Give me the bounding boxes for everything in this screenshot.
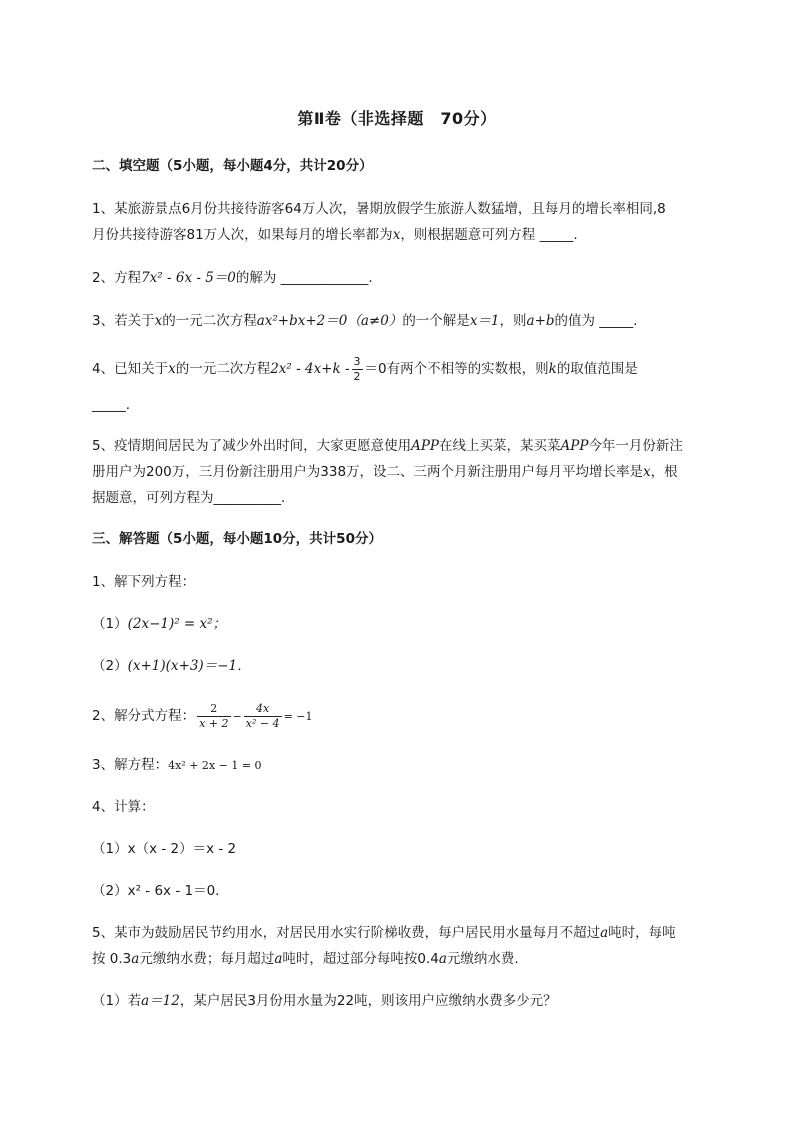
fraction-denominator: 2	[353, 369, 361, 383]
answer-q1-part1	[92, 614, 226, 634]
expression: a+b	[526, 313, 555, 329]
variable: a	[600, 925, 609, 941]
equation: 7x² - 6x - 5＝0	[141, 270, 236, 286]
text: 吨时，超过部分每吨按0.4	[282, 951, 439, 967]
fill-q1-line2	[92, 225, 578, 245]
fill-q1-line1: 1、某旅游景点6月份共接待游客64万人次，暑期放假学生旅游人数猛增，且每月的增长率相同,8	[92, 201, 666, 217]
text: ，某户居民3月份用水量为22吨，则该用户应缴纳水费多少元？	[179, 993, 557, 1009]
fill-q5-line2	[92, 462, 678, 482]
text: 月份共接待游客81万人次，如果每月的增长率都为	[92, 227, 393, 243]
text: 元缴纳水费.	[446, 951, 519, 967]
fraction-numerator: 3	[353, 354, 361, 368]
text: 元缴纳水费；每月超过	[139, 951, 275, 967]
condition: a＝12	[141, 993, 180, 1009]
variable: x	[154, 313, 163, 329]
text: 今年一月份新注	[588, 438, 683, 454]
answer-q5-line1	[92, 923, 676, 943]
text: 5、疫情期间居民为了减少外出时间，大家更愿意使用	[92, 438, 412, 454]
equation: (x+1)(x+3)＝−1．	[127, 658, 251, 674]
app-name: APP	[411, 438, 440, 454]
text: 册用户为200万，三月份新注册用户为338万，设二、三两个月新注册用户每月平均增长率是	[92, 464, 644, 480]
fill-q4-line2: _____.	[92, 397, 131, 413]
variable: a	[438, 951, 447, 967]
text: 的解为 _____________.	[235, 270, 373, 286]
text: 4、已知关于	[92, 361, 169, 377]
text: 按 0.3	[92, 951, 132, 967]
fraction-2	[244, 702, 282, 731]
fraction-numerator: 2	[197, 702, 230, 717]
answer-q4-part2: （2）x² - 6x - 1＝0.	[92, 883, 220, 899]
answer-q5-sub1	[92, 991, 557, 1011]
answer-q3	[92, 755, 262, 776]
answer-q1-title: 1、解下列方程：	[92, 574, 196, 590]
minus-sign: −	[232, 710, 242, 723]
equation-right: ＝0	[364, 361, 387, 377]
text: ，则根据题意可列方程 _____.	[400, 227, 578, 243]
section-heading-fill-in: 二、填空题（5小题，每小题4分，共计20分）	[92, 158, 373, 174]
answer-q5-line2	[92, 949, 519, 969]
text: 的一个解是	[402, 313, 470, 329]
section-heading-answer: 三、解答题（5小题，每小题10分，共计50分）	[92, 531, 382, 547]
variable: x	[643, 464, 651, 480]
text: 的一元二次方程	[175, 361, 271, 377]
variable: x	[392, 227, 401, 243]
fraction-numerator: 4x	[244, 702, 282, 717]
fill-q5-line3: 据题意，可列方程为__________.	[92, 490, 286, 506]
text: ，则	[499, 313, 527, 329]
equation-left: 2x² - 4x+k -	[270, 361, 350, 377]
fill-q5-line1	[92, 436, 683, 456]
fraction-denominator: x² − 4	[245, 716, 280, 730]
fill-q4-line1	[92, 354, 638, 384]
variable: a	[131, 951, 140, 967]
text: 的取值范围是	[556, 361, 638, 377]
fraction-denominator: x + 2	[199, 716, 229, 730]
text: 5、某市为鼓励居民节约用水，对居民用水实行阶梯收费，每户居民用水量每月不超过	[92, 925, 601, 941]
answer-q4-part1: （1）x（x - 2）＝x - 2	[92, 841, 237, 857]
equation: ax²+bx+2＝0（a≠0）	[256, 313, 403, 329]
page-title: 第Ⅱ卷（非选择题 70分）	[297, 109, 497, 128]
equation: 4x² + 2x − 1 = 0	[168, 759, 262, 772]
variable: x	[168, 361, 176, 377]
fill-q2	[92, 268, 373, 288]
app-name: APP	[560, 438, 589, 454]
text: 2、方程	[92, 270, 142, 286]
text: 吨时，每吨	[608, 925, 676, 941]
right-hand-side: = −1	[283, 710, 313, 723]
answer-q2	[92, 698, 313, 735]
part-label: （2）	[92, 658, 128, 674]
text: 有两个不相等的实数根，则	[386, 361, 549, 377]
variable: a	[274, 951, 283, 967]
fraction-1	[197, 702, 230, 731]
text: 在线上买菜，某买菜	[439, 438, 561, 454]
part-label: （1）	[92, 616, 128, 632]
fraction	[352, 355, 363, 384]
text: 的一元二次方程	[162, 313, 257, 329]
text: ，根	[650, 464, 678, 480]
solution: x＝1	[469, 313, 500, 329]
answer-q1-part2	[92, 656, 251, 676]
text: 2、解分式方程：	[92, 708, 196, 724]
variable: k	[548, 361, 557, 377]
equation: (2x−1)² = x²；	[127, 616, 227, 632]
text: 3、解方程：	[92, 757, 169, 773]
fill-q3	[92, 311, 637, 331]
text: 3、若关于	[92, 313, 155, 329]
text: （1）若	[92, 993, 142, 1009]
text: 的值为 _____.	[554, 313, 638, 329]
answer-q4-title: 4、计算：	[92, 799, 155, 815]
